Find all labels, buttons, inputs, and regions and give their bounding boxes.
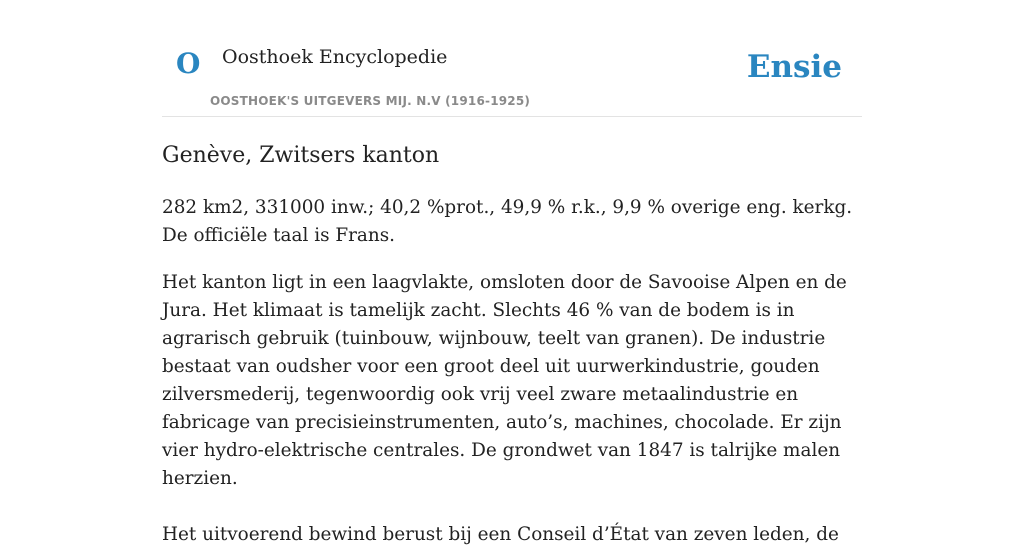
source-subtitle: OOSTHOEK'S UITGEVERS MIJ. N.V (1916-1925) (210, 94, 531, 108)
source-logo[interactable]: O (176, 47, 201, 80)
article-title: Genève, Zwitsers kanton (162, 143, 440, 168)
article-paragraph: Het uitvoerend bewind berust bij een Conseil d’État van zeven leden, de (162, 524, 839, 545)
source-title[interactable]: Oosthoek Encyclopedie (222, 46, 448, 68)
page (162, 0, 862, 549)
source-header (162, 0, 862, 117)
article-paragraph: 282 km2, 331000 inw.; 40,2 %prot., 49,9 % r.k., 9,9 % overige eng. kerkg. De officiële taal is Frans. (162, 197, 853, 246)
article-paragraph: Het kanton ligt in een laagvlakte, omsloten door de Savooise Alpen en de Jura. Het klimaat is tamelijk zacht. Slechts 46 % van de bodem is in agrarisch gebruik (tuinbouw, wijnbouw, teelt van granen). De industrie bestaat van oudsher voor een groot deel uit uurwerkindustrie, gouden zilversmederij, tegenwoordig ook vrij veel zware metaalindustrie en fabricage van precisieinstrumenten, auto’s, machines, chocolade. Er zijn vier hydro-elektrische centrales. De grondwet van 1847 is talrijke malen herzien. (162, 272, 847, 489)
brand-logo-link[interactable]: Ensie (746, 49, 842, 85)
